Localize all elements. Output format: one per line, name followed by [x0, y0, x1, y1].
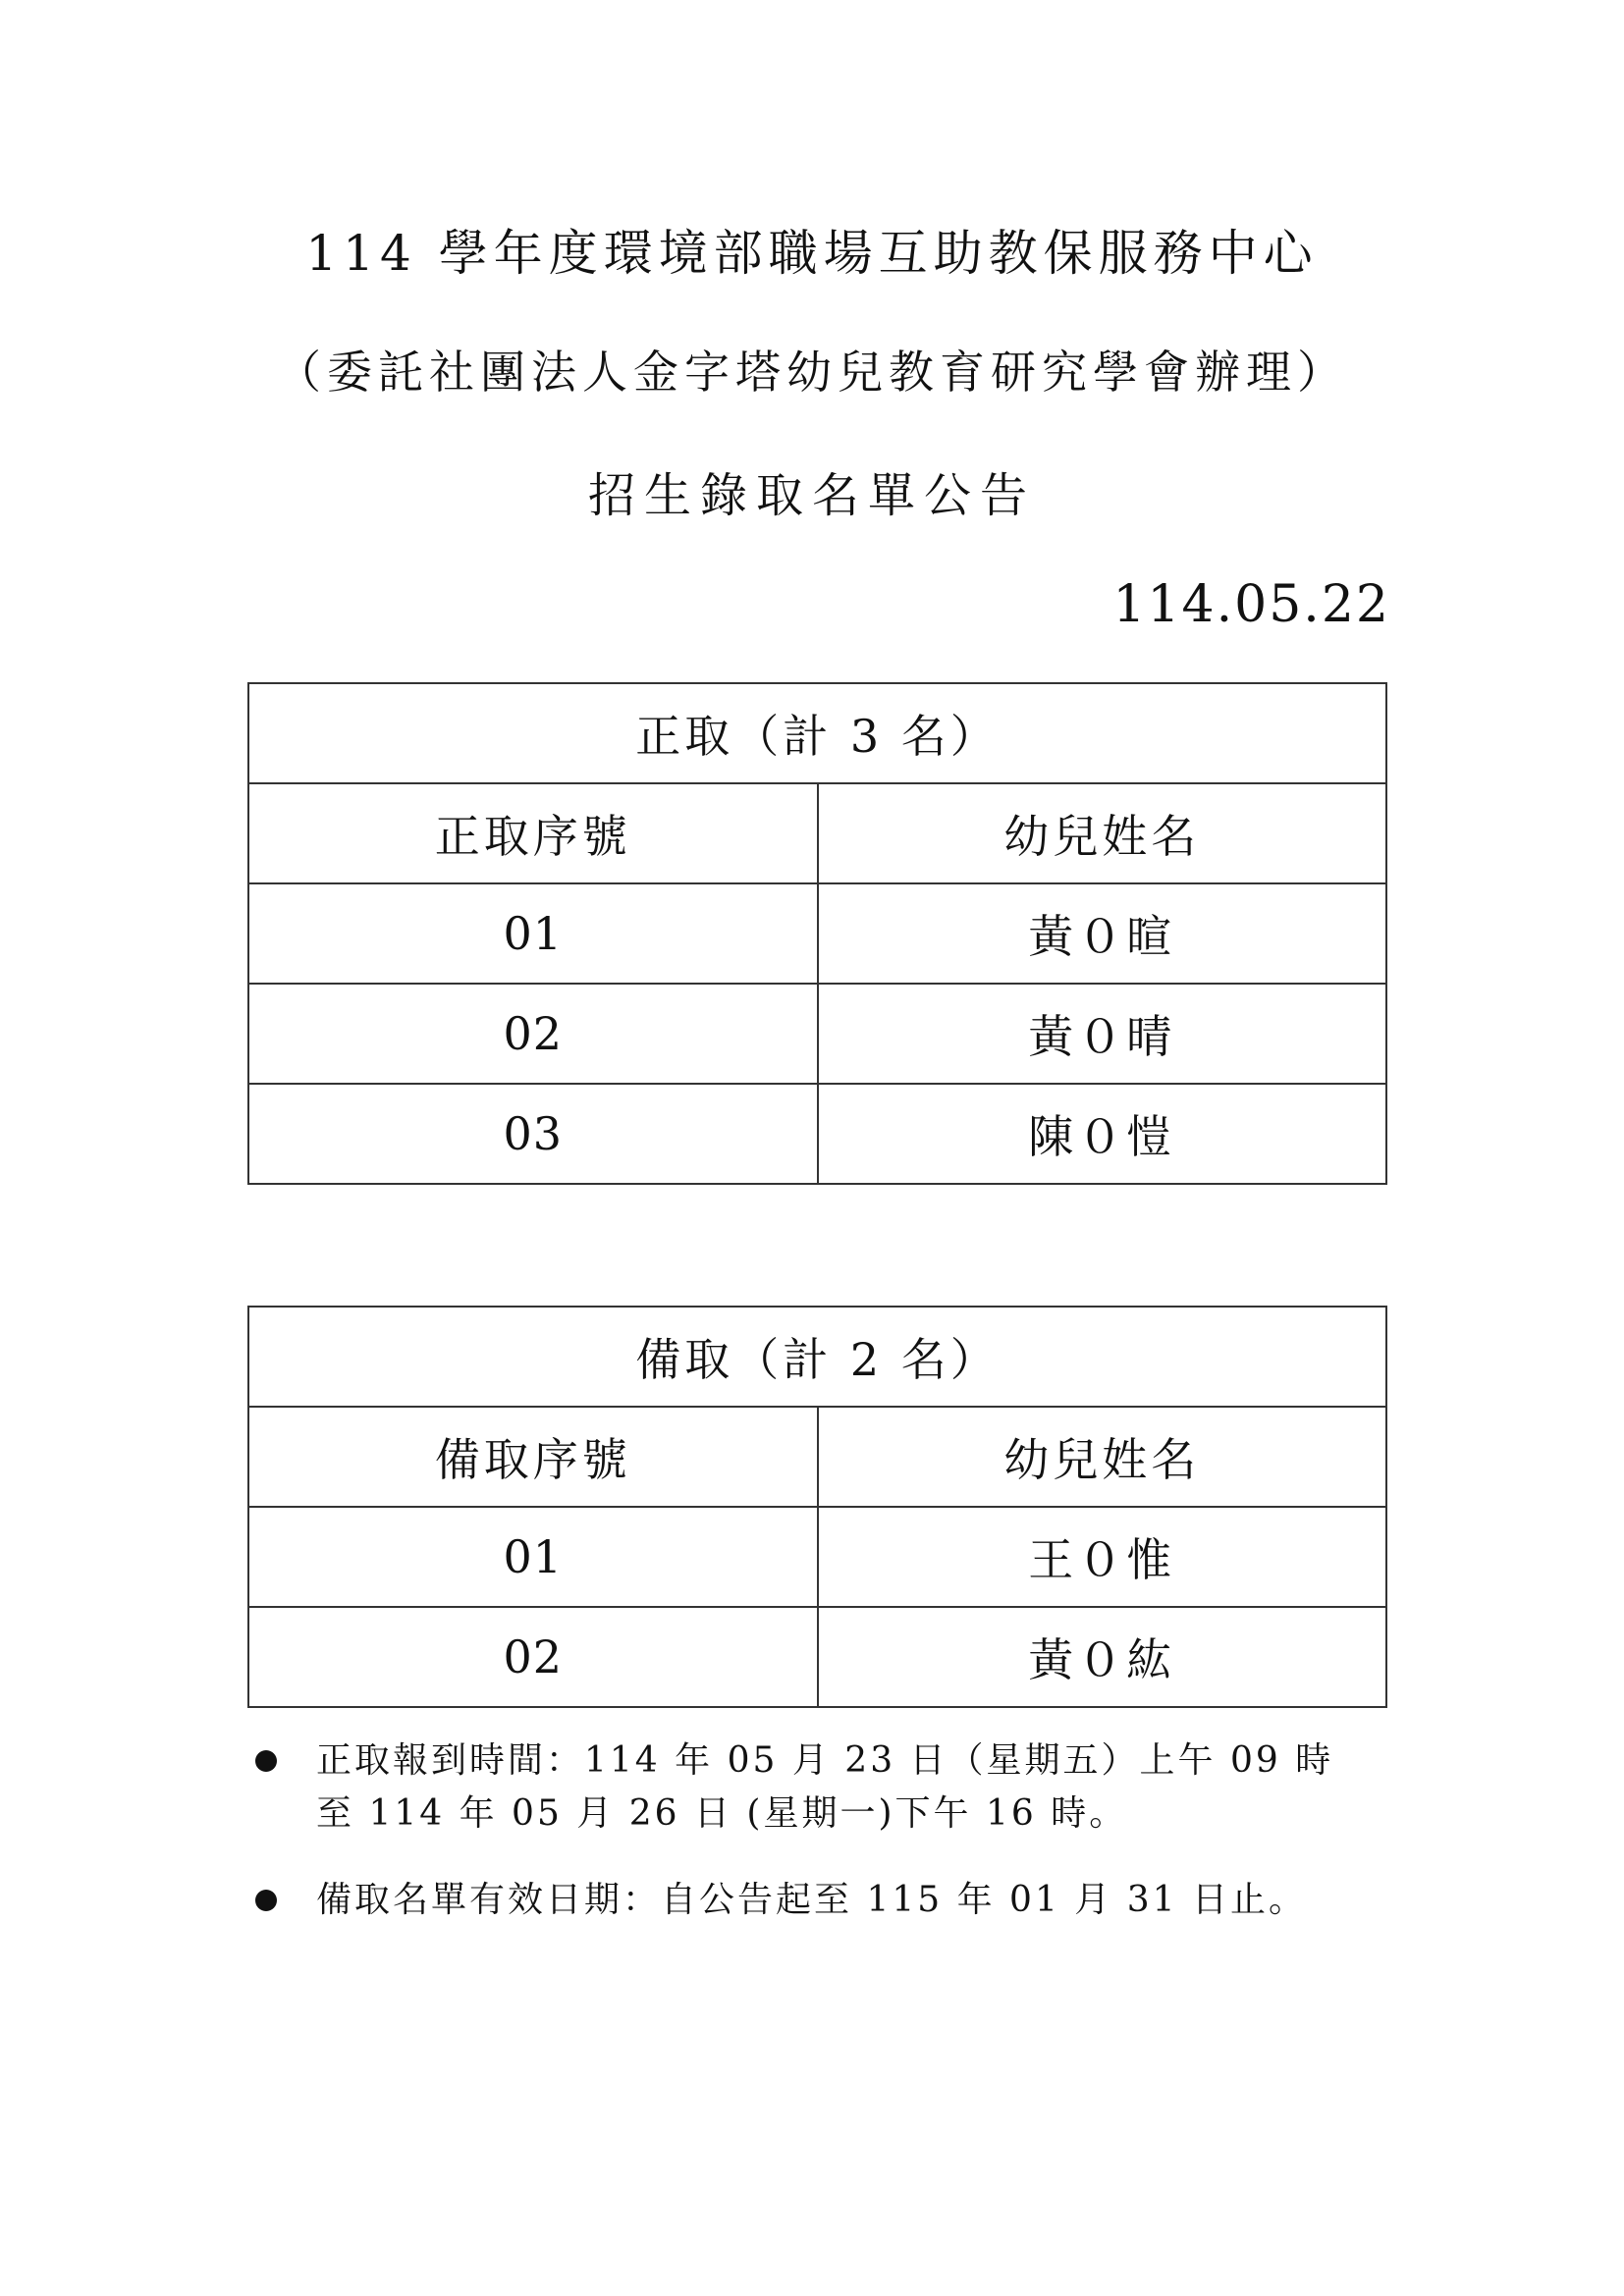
waitlist-number-cell: 01 [248, 1507, 818, 1607]
admitted-name-cell: 陳０愷 [818, 1084, 1387, 1184]
table-header-row [248, 783, 1386, 883]
waitlist-number-cell: 02 [248, 1607, 818, 1707]
table-row [248, 883, 1386, 984]
column-header-number: 備取序號 [248, 1407, 818, 1507]
note-item [247, 1735, 1387, 1841]
announcement-heading: 招生錄取名單公告 [587, 468, 1036, 523]
table-caption-row [248, 683, 1386, 783]
admitted-number-cell: 01 [248, 883, 818, 984]
document-subtitle: （委託社團法人金字塔幼兒教育研究學會辦理） [276, 346, 1348, 399]
table-row [248, 1507, 1386, 1607]
column-header-name: 幼兒姓名 [818, 1407, 1387, 1507]
admitted-table [247, 682, 1387, 1185]
note-text-line: 備取名單有效日期：自公告起至 115 年 01 月 31 日止。 [316, 1880, 1307, 1920]
waitlist-name-cell: 王０惟 [818, 1507, 1387, 1607]
column-header-number: 正取序號 [248, 783, 818, 883]
admitted-name-cell: 黃０暄 [818, 883, 1387, 984]
table-row [248, 1607, 1386, 1707]
table-caption-row [248, 1307, 1386, 1407]
note-text-line: 正取報到時間：114 年 05 月 23 日（星期五）上午 09 時 [316, 1740, 1334, 1781]
admitted-number-cell: 02 [248, 984, 818, 1084]
note-item [247, 1874, 1387, 1927]
notes-list [247, 1735, 1387, 1960]
bullet-icon [255, 1890, 277, 1911]
column-header-name: 幼兒姓名 [818, 783, 1387, 883]
note-text-line: 至 114 年 05 月 26 日 (星期一)下午 16 時。 [316, 1793, 1128, 1834]
waitlist-name-cell: 黃０紘 [818, 1607, 1387, 1707]
table-row [248, 984, 1386, 1084]
admitted-number-cell: 03 [248, 1084, 818, 1184]
bullet-icon [255, 1750, 277, 1772]
table-row [248, 1084, 1386, 1184]
document-title: 114 學年度環境部職場互助教保服務中心 [305, 225, 1319, 282]
admitted-name-cell: 黃０晴 [818, 984, 1387, 1084]
waitlist-caption: 備取（計 2 名） [248, 1307, 1386, 1407]
table-header-row [248, 1407, 1386, 1507]
admitted-caption: 正取（計 3 名） [248, 683, 1386, 783]
waitlist-table [247, 1306, 1387, 1708]
announcement-date: 114.05.22 [1112, 575, 1390, 634]
